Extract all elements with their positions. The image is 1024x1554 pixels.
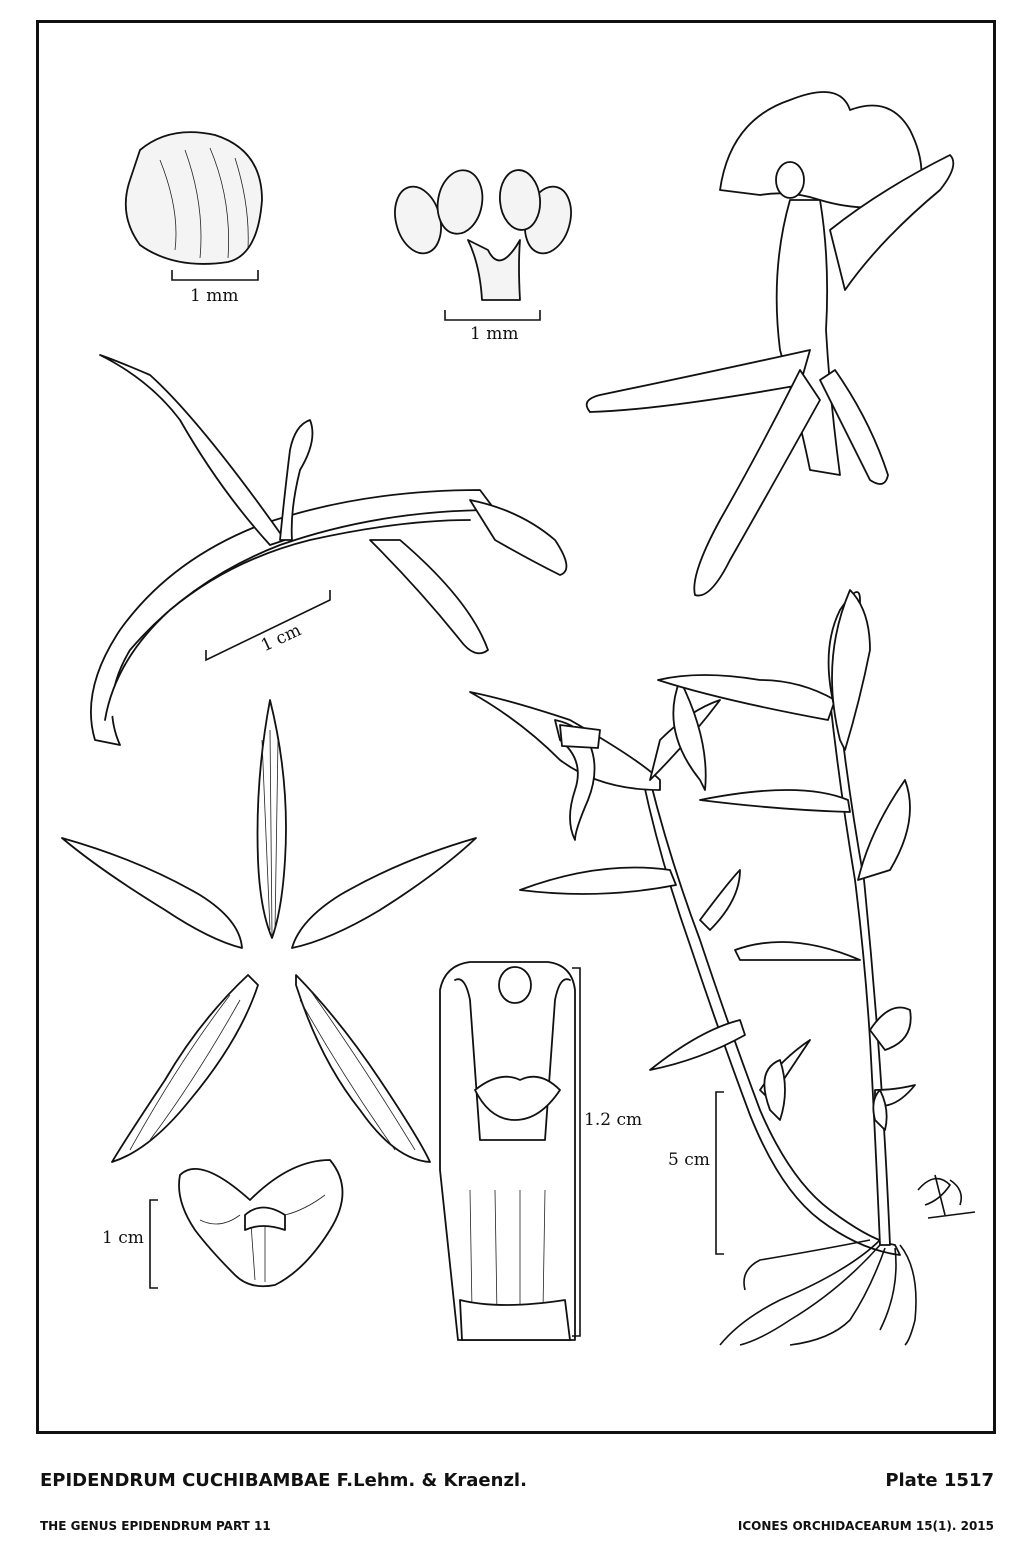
- journal-citation: ICONES ORCHIDACEARUM 15(1). 2015: [737, 1519, 994, 1533]
- plate-number: Plate 1517: [885, 1470, 994, 1491]
- perianth-dissection: [62, 700, 476, 1162]
- pollinia-scale-label: 1 mm: [470, 324, 519, 344]
- lip-drawing: [179, 1160, 343, 1286]
- pollinia-drawing: [388, 167, 578, 300]
- flower-side-drawing: [91, 355, 567, 745]
- anther-scale-bar: [172, 270, 258, 280]
- lip-scale-bar: [150, 1200, 158, 1288]
- anther-drawing: [126, 132, 262, 264]
- lip-scale-label: 1 cm: [102, 1228, 144, 1248]
- plant-scale-bar: [716, 1092, 724, 1254]
- pollinia-scale-bar: [445, 310, 540, 320]
- flower-scale-label: 1 cm: [258, 620, 305, 657]
- anther-scale-label: 1 mm: [190, 286, 239, 306]
- column-drawing: [440, 962, 575, 1340]
- plant-scale-label: 5 cm: [668, 1150, 710, 1170]
- flower-front-drawing: [587, 92, 954, 596]
- series-title: THE GENUS EPIDENDRUM PART 11: [40, 1519, 271, 1533]
- column-scale-label: 1.2 cm: [584, 1110, 643, 1130]
- artist-signature: [918, 1175, 975, 1218]
- species-title: EPIDENDRUM CUCHIBAMBAE F.Lehm. & Kraenzl.: [40, 1470, 527, 1491]
